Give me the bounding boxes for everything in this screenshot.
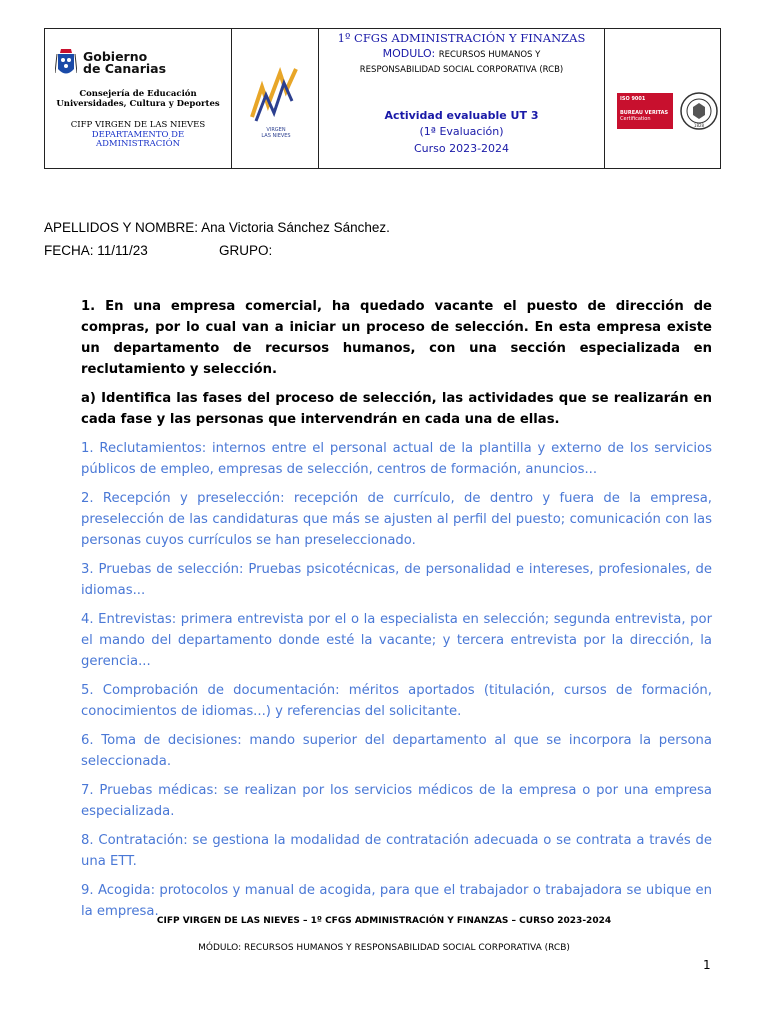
gobierno-line1: Gobierno (83, 49, 148, 64)
module-name-1: RECURSOS HUMANOS Y (438, 50, 541, 60)
course-title: 1º CFGS ADMINISTRACIÓN Y FINANZAS (337, 31, 586, 45)
answer-item: 2. Recepción y preselección: recepción de currículo, de dentro y fuera de la empresa, preselección de las candidaturas que más se ajusten al perfil del puesto; comunicación con las personas cuyos currículos se han preseleccionado. (81, 491, 712, 548)
header-cell-course (319, 29, 605, 168)
date-group-line (44, 243, 273, 258)
module-name-2: RESPONSABILIDAD SOCIAL CORPORATIVA (RCB) (359, 65, 564, 75)
canarias-coat-of-arms-icon (55, 47, 77, 79)
header-table (44, 28, 721, 169)
logo-text-nieves: LAS NIEVES (261, 133, 291, 139)
cert-iso: ISO 9001 (620, 96, 646, 102)
cifp-block (45, 121, 231, 150)
answer-item: 3. Pruebas de selección: Pruebas psicotécnicas, de personalidad e intereses, profesionales, de idiomas... (81, 562, 712, 598)
cifp-name: CIFP VIRGEN DE LAS NIEVES (70, 120, 206, 130)
course-year: Curso 2023-2024 (413, 142, 510, 155)
question-1: 1. En una empresa comercial, ha quedado vacante el puesto de dirección de compras, por lo cual van a iniciar un proceso de selección. En esta empresa existe un departamento de recursos humanos, con una sección especializada en reclutamiento y selección. (81, 299, 712, 377)
answer-item: 5. Comprobación de documentación: méritos aportados (titulación, cursos de formación, conocimientos de idiomas...) y referencias del solicitante. (81, 683, 712, 719)
date-label: FECHA: 11/11/23 (44, 243, 148, 258)
document-body (81, 296, 712, 922)
gobierno-line2: de Canarias (83, 61, 167, 76)
answer-item: 7. Pruebas médicas: se realizan por los servicios médicos de la empresa o por una empresa especializada. (81, 783, 712, 819)
consejeria-line2: Universidades, Cultura y Deportes (56, 99, 220, 109)
gobierno-logo (55, 47, 166, 79)
bureau-veritas-logo (617, 93, 673, 129)
module-label: MODULO: (382, 47, 436, 60)
cert-bv-sub: Certification (620, 116, 651, 122)
answer-item: 1. Reclutamientos: internos entre el personal actual de la plantilla y externo de los servicios públicos de empleo, empresas de selección, centros de formación, anuncios... (81, 441, 712, 477)
activity-title: Actividad evaluable UT 3 (384, 109, 539, 122)
bureau-veritas-seal-icon (679, 91, 719, 131)
header-cell-certification (605, 29, 720, 168)
footer-line-2: MÓDULO: RECURSOS HUMANOS Y RESPONSABILIDAD SOCIAL CORPORATIVA (RCB) (198, 943, 570, 953)
answer-item: 8. Contratación: se gestiona la modalidad de contratación adecuada o se contrata a través de una ETT. (81, 833, 712, 869)
bureau-veritas-certification (617, 91, 719, 131)
virgen-nieves-logo-icon (246, 65, 306, 145)
header-cell-school-logo (232, 29, 319, 168)
header-cell-gobierno (45, 29, 232, 168)
group-label: GRUPO: (219, 243, 273, 258)
gobierno-wordmark (83, 51, 166, 75)
answer-item: 4. Entrevistas: primera entrevista por el o la especialista en selección; segunda entrevista, por el mando del departamento donde esté la vacante; y tercera entrevista por la dirección, la gerencia... (81, 612, 712, 669)
dept-line1: DEPARTAMENTO DE (91, 129, 185, 140)
consejeria (45, 89, 231, 109)
dept-line2: ADMINISTRACIÓN (95, 139, 181, 149)
student-name: APELLIDOS Y NOMBRE: Ana Victoria Sánchez Sánchez. (44, 220, 390, 235)
logo-text-virgen: VIRGEN (266, 127, 286, 133)
answer-item: 6. Toma de decisiones: mando superior del departamento al que se incorpora la persona seleccionada. (81, 733, 712, 769)
answer-item: 9. Acogida: protocolos y manual de acogida, para que el trabajador o trabajadora se ubique en la empresa. (81, 883, 712, 919)
seal-year: 1828 (693, 123, 705, 128)
footer-line-1: CIFP VIRGEN DE LAS NIEVES – 1º CFGS ADMINISTRACIÓN Y FINANZAS – CURSO 2023-2024 (156, 916, 612, 926)
cert-bv-name: BUREAU VERITAS (620, 110, 669, 116)
question-a: a) Identifica las fases del proceso de selección, las actividades que se realizarán en cada fase y las personas que intervendrán en cada una de ellas. (81, 391, 712, 427)
module-line (319, 47, 604, 60)
evaluation-label: (1ª Evaluación) (419, 125, 504, 138)
consejeria-line1: Consejería de Educación (79, 89, 197, 99)
page-number: 1 (703, 958, 711, 972)
